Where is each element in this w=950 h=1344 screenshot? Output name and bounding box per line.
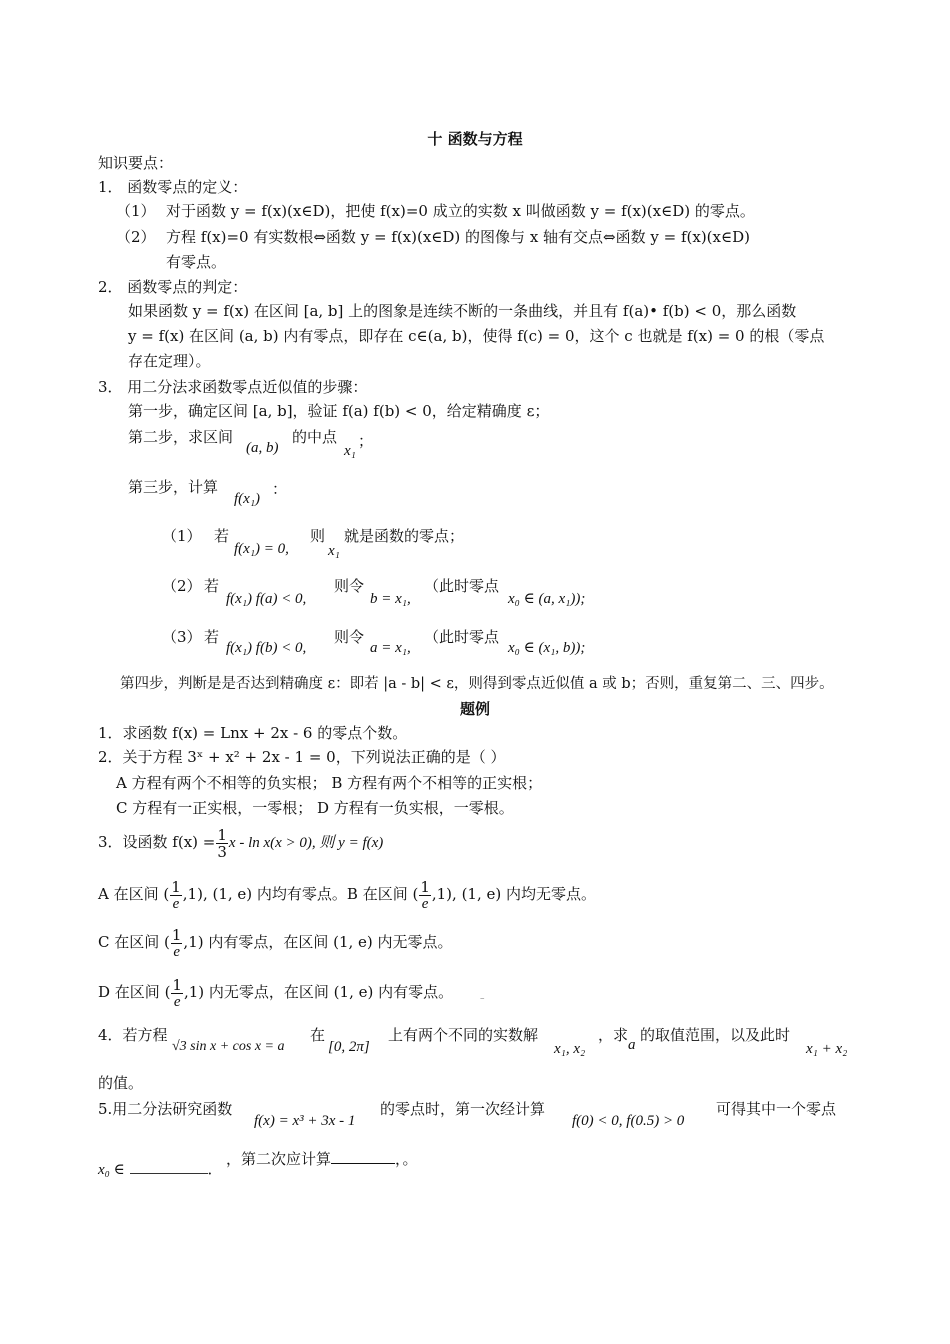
question-1: 1．求函数 f(x) = Lnx + 2x - 6 的零点个数。	[98, 724, 408, 742]
fraction-numerator: 1	[171, 925, 182, 944]
point-2-line-3: 存在定理）。	[128, 352, 211, 370]
section-label: 知识要点：	[98, 154, 174, 172]
case-1-index: （1）	[162, 527, 202, 545]
case-3-condition: f(x₁) f(b) < 0,	[226, 640, 307, 656]
step-2-end: ；	[358, 432, 374, 450]
question-5-period: ．	[207, 1160, 223, 1178]
question-4-solutions: x₁, x₂	[554, 1041, 586, 1057]
question-4-a: a	[628, 1037, 636, 1053]
option-b-fraction	[419, 879, 431, 912]
point-3-heading: 3． 用二分法求函数零点近似值的步骤：	[98, 378, 368, 396]
question-3	[98, 822, 383, 863]
question-5-zero: 可得其中一个零点	[716, 1100, 837, 1118]
option-a-mid: ,1), (1, e) 内均有零点。B 在区间 (	[182, 885, 419, 903]
fraction-numerator: 1	[171, 877, 181, 896]
question-5-end: ，。	[395, 1150, 418, 1168]
case-2-condition: f(x₁) f(a) < 0,	[226, 591, 307, 607]
question-5-second-step	[226, 1148, 418, 1170]
option-d-tail: ,1) 内无零点，在区间 (1, e) 内有零点。	[183, 983, 454, 1001]
option-c-tail: ,1) 内有零点，在区间 (1, e) 内无零点。	[183, 933, 453, 951]
question-5-values: f(0) < 0, f(0.5) > 0	[572, 1113, 685, 1129]
case-1-result: 就是函数的零点；	[344, 527, 465, 545]
question-3-options-ab	[98, 874, 596, 914]
fraction-denominator: e	[421, 895, 429, 912]
case-3-if: 若	[204, 628, 220, 646]
question-2-options-cd: C 方程有一正实根，一零根； D 方程有一负实根，一零根。	[116, 799, 514, 817]
question-2-options-ab: A 方程有两个不相等的负实根； B 方程有两个不相等的正实根；	[116, 774, 543, 792]
examples-title: 题例	[459, 700, 490, 718]
fraction-numerator: 1	[172, 975, 182, 994]
point-1-heading: 1． 函数零点的定义：	[98, 178, 248, 196]
case-2-interval: x₀ ∈ (a, x₁));	[508, 591, 586, 607]
question-4-two-solutions: 上有两个不同的实数解	[388, 1026, 539, 1044]
case-3-assign: a = x₁,	[370, 640, 411, 656]
answer-blank-1[interactable]	[130, 1173, 208, 1174]
question-3-option-d	[98, 972, 453, 1012]
question-4-find: ，求	[598, 1026, 629, 1044]
point-2-heading: 2． 函数零点的判定：	[98, 278, 248, 296]
point-1-item-2-text: 方程 f(x)=0 有实数根⇔函数 y = f(x)(x∈D) 的图像与 x 轴有交点⇔函数 y = f(x)(x∈D)	[166, 228, 750, 246]
case-2-note: （此时零点	[424, 577, 500, 595]
question-4-continuation: 的值。	[98, 1074, 144, 1092]
question-4-sum: x₁ + x₂	[806, 1041, 848, 1057]
stray-mark: –	[480, 994, 485, 1004]
step-3-end: ：	[272, 480, 288, 498]
option-c-fraction	[171, 927, 183, 960]
question-5-lead: 5.用二分法研究函数	[98, 1100, 233, 1118]
point-1-item-2-index: （2）	[116, 228, 156, 246]
fraction-denominator: e	[173, 943, 180, 960]
answer-blank-2[interactable]	[331, 1163, 395, 1164]
step-3-expression: f(x₁)	[234, 491, 261, 507]
step-4: 第四步，判断是是否达到精确度 ε：即若 |a - b| < ε，则得到零点近似值 a 或 b；否则，重复第二、三、四步。	[120, 676, 834, 692]
case-1-condition: f(x₁) = 0,	[234, 541, 289, 557]
option-a-fraction	[170, 879, 182, 912]
case-2-assign: b = x₁,	[370, 591, 411, 607]
option-d-fraction	[171, 977, 183, 1010]
case-2-then: 则令	[334, 577, 365, 595]
option-a-lead: A 在区间 (	[98, 885, 170, 903]
question-4-equation: √3 sin x + cos x = a	[172, 1039, 285, 1054]
option-d-lead: D 在区间 (	[98, 983, 171, 1001]
option-c-lead: C 在区间 (	[98, 933, 170, 951]
step-2-midpoint-label: 的中点	[292, 428, 338, 446]
question-5-line-2	[98, 1158, 223, 1181]
fraction-numerator: 1	[420, 877, 430, 896]
question-3-fraction	[216, 827, 228, 860]
point-1-item-2-continuation: 有零点。	[166, 253, 227, 271]
question-3-tail: x - ln x(x > 0), 则 y = f(x)	[228, 835, 384, 851]
fraction-numerator: 1	[217, 825, 227, 844]
case-3-then: 则令	[334, 628, 365, 646]
question-3-lead: 3．设函数 f(x) =	[98, 833, 216, 851]
question-3-option-c	[98, 922, 453, 962]
case-1-x1: x₁	[328, 543, 340, 559]
question-4-lead: 4．若方程	[98, 1026, 168, 1044]
fraction-denominator: 3	[217, 842, 227, 861]
question-4-range: 的取值范围，以及此时	[640, 1026, 791, 1044]
question-5-first-step: 的零点时，第一次经计算	[380, 1100, 546, 1118]
step-2-x1: x₁	[344, 443, 356, 459]
step-3-label: 第三步，计算	[128, 478, 219, 496]
case-2-if: 若	[204, 577, 220, 595]
option-b-tail: ,1), (1, e) 内均无零点。	[431, 885, 597, 903]
point-1-item-1-text: 对于函数 y = f(x)(x∈D)，把使 f(x)=0 成立的实数 x 叫做函数 y = f(x)(x∈D) 的零点。	[166, 202, 755, 220]
case-3-note: （此时零点	[424, 628, 500, 646]
case-1-if: 若	[214, 527, 230, 545]
question-4-interval: [0, 2π]	[328, 1039, 370, 1055]
step-1: 第一步，确定区间 [a, b]，验证 f(a) f(b) < 0，给定精确度 ε；	[128, 402, 550, 420]
case-3-interval: x₀ ∈ (x₁, b));	[508, 640, 586, 656]
case-1-then: 则	[310, 527, 326, 545]
point-1-item-1-index: （1）	[116, 202, 156, 220]
case-3-index: （3）	[162, 628, 202, 646]
question-5-second-label: ，第二次应计算	[226, 1150, 332, 1168]
question-2: 2．关于方程 3ˣ + x² + 2x - 1 = 0，下列说法正确的是（ ）	[98, 748, 506, 766]
question-5-x0: x₀ ∈	[98, 1162, 125, 1178]
fraction-denominator: e	[173, 993, 181, 1010]
step-2-label: 第二步，求区间	[128, 428, 234, 446]
question-5-function: f(x) = x³ + 3x - 1	[254, 1113, 356, 1129]
point-2-line-1: 如果函数 y = f(x) 在区间 [a, b] 上的图象是连续不断的一条曲线，并且有 f(a)• f(b) < 0，那么函数	[128, 302, 797, 320]
case-2-index: （2）	[162, 577, 202, 595]
page-title: 十 函数与方程	[427, 130, 523, 148]
question-4-on: 在	[310, 1026, 326, 1044]
point-2-line-2: y = f(x) 在区间 (a, b) 内有零点，即存在 c∈(a, b)，使得 f(c) = 0，这个 c 也就是 f(x) = 0 的根（零点	[128, 327, 825, 345]
fraction-denominator: e	[172, 895, 180, 912]
step-2-interval: (a, b)	[246, 440, 279, 456]
